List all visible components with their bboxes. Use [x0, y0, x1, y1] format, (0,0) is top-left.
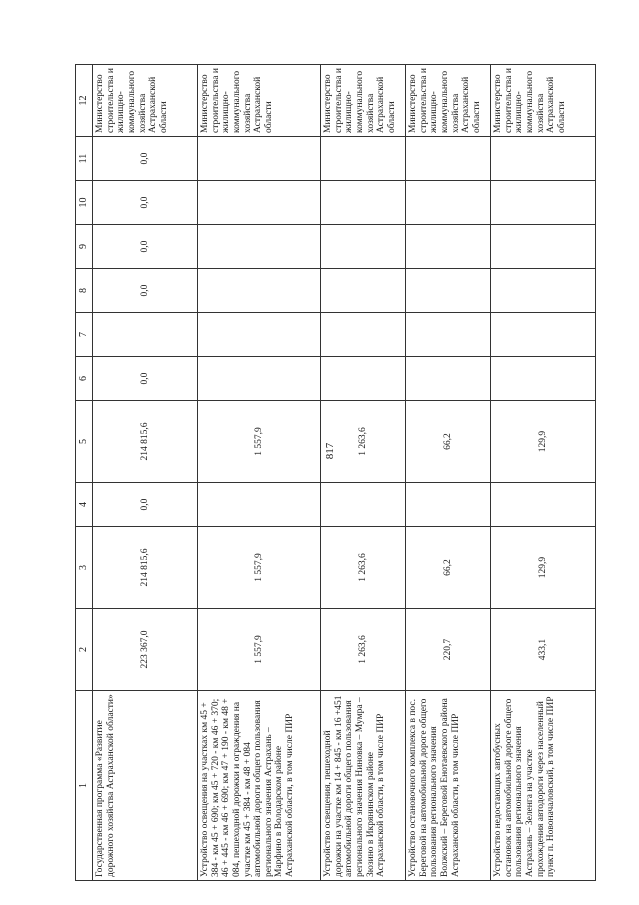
column-header: 3	[76, 527, 93, 609]
column-header: 5	[76, 401, 93, 483]
page-number: 817	[324, 442, 336, 460]
cell-col4	[406, 483, 491, 527]
cell-col7	[198, 313, 321, 357]
cell-col8	[491, 269, 596, 313]
budget-table	[75, 64, 596, 881]
column-header: 10	[76, 181, 93, 225]
cell-col11	[198, 137, 321, 181]
table-header-row	[76, 65, 93, 881]
cell-col11	[406, 137, 491, 181]
responsible-cell: Министерство строительства и жилищно-коммунального хозяйства Астраханской области	[406, 65, 491, 137]
cell-col3: 129,9	[491, 527, 596, 609]
cell-col8: 0,0	[93, 269, 198, 313]
cell-col11: 0,0	[93, 137, 198, 181]
cell-col9	[406, 225, 491, 269]
cell-col4	[198, 483, 321, 527]
cell-col6	[198, 357, 321, 401]
column-header: 7	[76, 313, 93, 357]
cell-col8	[198, 269, 321, 313]
table-row	[406, 65, 491, 881]
responsible-cell: Министерство строительства и жилищно-коммунального хозяйства Астраханской области	[93, 65, 198, 137]
cell-col10	[491, 181, 596, 225]
column-header: 1	[76, 691, 93, 881]
table-row	[321, 65, 406, 881]
cell-col7	[406, 313, 491, 357]
cell-col3: 1 263,6	[321, 527, 406, 609]
table-row	[93, 65, 198, 881]
cell-col11	[491, 137, 596, 181]
cell-col6: 0,0	[93, 357, 198, 401]
cell-col4: 0,0	[93, 483, 198, 527]
rotated-table-container	[75, 65, 575, 881]
cell-col3: 214 815,6	[93, 527, 198, 609]
cell-col7	[321, 313, 406, 357]
cell-col8	[321, 269, 406, 313]
cell-col6	[321, 357, 406, 401]
row-name: Устройство освещения на участках км 45 + 384 - км 45 + 690; км 45 + 720 - км 46 + 370; 46 + 445 - км 46 + 690; км 47 + 190 - км 48 + 084, пешеходной дорожки и ограждения на участке км 45 + 384 - км 48 + 084 автомобильной дороги общего пользования регионального значения Астрахань – Марфино в Володарском районе Астраханской области, в том числе ПИР	[198, 691, 321, 881]
cell-col10	[321, 181, 406, 225]
cell-col8	[406, 269, 491, 313]
row-name: Устройство остановочного комплекса в пос. Береговой на автомобильной дороге общего пользования регионального значения Волжский – Береговой Енотаевского района Астраханской области, в том числе ПИР	[406, 691, 491, 881]
cell-col2: 433,1	[491, 609, 596, 691]
row-name: Государственная программа «Развитие дорожного хозяйства Астраханской области»	[93, 691, 198, 881]
cell-col11	[321, 137, 406, 181]
cell-col5: 66,2	[406, 401, 491, 483]
column-header: 11	[76, 137, 93, 181]
cell-col6	[491, 357, 596, 401]
responsible-cell: Министерство строительства и жилищно-коммунального хозяйства Астраханской области	[321, 65, 406, 137]
row-name: Устройство освещения, пешеходной дорожки на участке км 14 + 845 - км 16 +451 автомобильной дороги общего пользования регионального значения Ниновка – Мумра – Зюзино в Икрянинском районе Астраханской области, в том числе ПИР	[321, 691, 406, 881]
column-header: 4	[76, 483, 93, 527]
cell-col5: 1 557,9	[198, 401, 321, 483]
cell-col2: 1 557,9	[198, 609, 321, 691]
cell-col7	[491, 313, 596, 357]
cell-col4	[321, 483, 406, 527]
cell-col5: 129,9	[491, 401, 596, 483]
cell-col5: 214 815,6	[93, 401, 198, 483]
cell-col9	[198, 225, 321, 269]
cell-col6	[406, 357, 491, 401]
column-header: 8	[76, 269, 93, 313]
responsible-cell: Министерство строительства и жилищно-коммунального хозяйства Астраханской области	[491, 65, 596, 137]
table-row	[198, 65, 321, 881]
cell-col3: 66,2	[406, 527, 491, 609]
cell-col10: 0,0	[93, 181, 198, 225]
cell-col9: 0,0	[93, 225, 198, 269]
cell-col5: 1 263,6	[321, 401, 406, 483]
column-header: 6	[76, 357, 93, 401]
cell-col10	[406, 181, 491, 225]
column-header: 2	[76, 609, 93, 691]
column-header: 9	[76, 225, 93, 269]
cell-col10	[198, 181, 321, 225]
column-header: 12	[76, 65, 93, 137]
cell-col4	[491, 483, 596, 527]
cell-col9	[491, 225, 596, 269]
cell-col2: 223 367,0	[93, 609, 198, 691]
cell-col3: 1 557,9	[198, 527, 321, 609]
row-name: Устройство недостающих автобусных остановок на автомобильной дороге общего пользования регионального значения Астрахань – Зеленга на участке прохождения автодороги через населенный пункт п. Новоначаловский, в том числе ПИР	[491, 691, 596, 881]
table-row	[491, 65, 596, 881]
cell-col2: 220,7	[406, 609, 491, 691]
responsible-cell: Министерство строительства и жилищно-коммунального хозяйства Астраханской области	[198, 65, 321, 137]
cell-col2: 1 263,6	[321, 609, 406, 691]
cell-col7	[93, 313, 198, 357]
cell-col9	[321, 225, 406, 269]
